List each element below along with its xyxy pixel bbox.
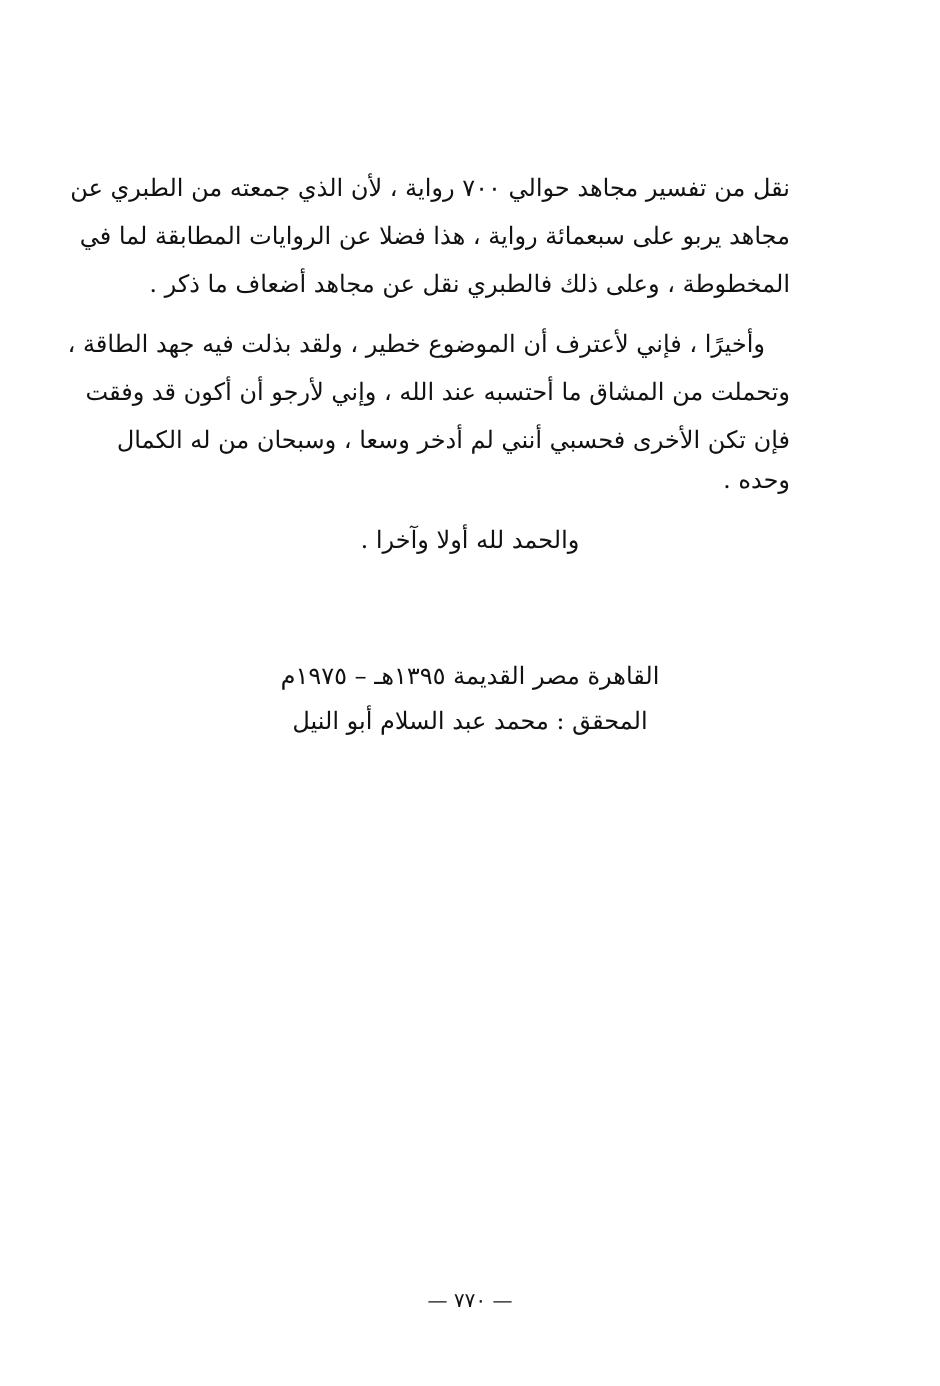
- closing-praise: والحمد لله أولا وآخرا .: [360, 526, 580, 554]
- paragraph-2-line-3: فإن تكن الأخرى فحسبي أنني لم أدخر وسعا ، وسبحان من له الكمال: [116, 426, 790, 454]
- paragraph-2-line-4: وحده .: [723, 466, 790, 494]
- place-date: القاهرة مصر القديمة ١٣٩٥هـ – ١٩٧٥م: [280, 662, 660, 690]
- paragraph-2-line-2: وتحملت من المشاق ما أحتسبه عند الله ، وإني لأرجو أن أكون قد وفقت: [85, 378, 790, 406]
- paragraph-1-line-2: مجاهد يربو على سبعمائة رواية ، هذا فضلا عن الروايات المطابقة لما في: [79, 222, 790, 250]
- paragraph-1-line-3: المخطوطة ، وعلى ذلك فالطبري نقل عن مجاهد أضعاف ما ذكر .: [149, 270, 790, 298]
- page-number: — ٧٧٠ —: [427, 1288, 513, 1312]
- editor-signature-line: المحقق : محمد عبد السلام أبو النيل: [292, 707, 648, 735]
- paragraph-2-line-1: وأخيرًا ، فإني لأعترف أن الموضوع خطير ، ولقد بذلت فيه جهد الطاقة ،: [67, 330, 765, 358]
- paragraph-1-line-1: نقل من تفسير مجاهد حوالي ٧٠٠ رواية ، لأن الذي جمعته من الطبري عن: [70, 174, 790, 202]
